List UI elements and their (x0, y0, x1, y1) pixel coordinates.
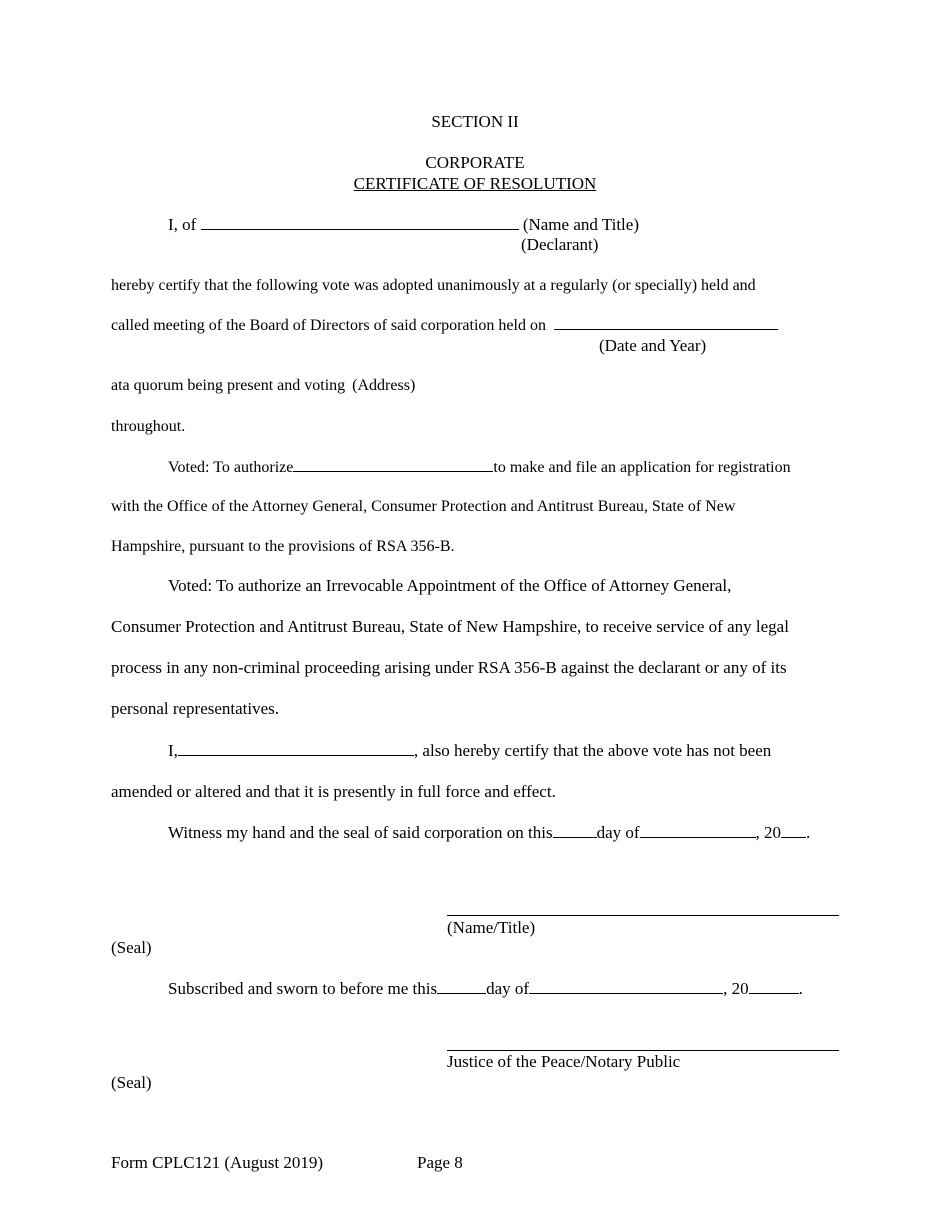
vote1-line1-b: to make and file an application for registration (493, 459, 791, 476)
signature-line-2[interactable] (447, 1050, 839, 1051)
declarant-prefix: I, of (168, 215, 197, 234)
page-number: Page 8 (417, 1153, 463, 1172)
certify2-prefix: I, (168, 741, 178, 760)
vote1-line3: Hampshire, pursuant to the provisions of RSA 356-B. (111, 538, 455, 555)
declarant-name-field[interactable] (201, 215, 519, 230)
certify-line: hereby certify that the following vote was adopted unanimously at a regularly (or specially) held and (111, 277, 756, 294)
meeting-text: called meeting of the Board of Directors of said corporation held on (111, 317, 546, 334)
certify2-suffix: , also hereby certify that the above vote has not been (413, 741, 772, 760)
quorum-line (111, 376, 415, 396)
sworn-year-field[interactable] (749, 979, 799, 994)
section-heading: SECTION II (431, 112, 519, 131)
meeting-date-field[interactable] (554, 315, 778, 330)
sworn-text-d: . (798, 979, 803, 998)
vote2-line1: Voted: To authorize an Irrevocable Appointment of the Office of Attorney General, (168, 576, 732, 595)
witness-year-field[interactable] (781, 823, 806, 838)
notary-label: Justice of the Peace/Notary Public (447, 1052, 681, 1071)
seal-label-1: (Seal) (111, 938, 152, 957)
sworn-text-a: Subscribed and sworn to before me this (168, 979, 438, 998)
certify2-line2: amended or altered and that it is presently in full force and effect. (111, 782, 556, 801)
declarant-label: (Declarant) (521, 235, 599, 254)
witness-text-d: . (806, 823, 811, 842)
document-title (0, 174, 950, 194)
sworn-day-field[interactable] (437, 979, 486, 994)
sworn-text-c: , 20 (723, 979, 749, 998)
vote1-line1-a: Voted: To authorize (168, 459, 294, 476)
vote1-line2: with the Office of the Attorney General, Consumer Protection and Antitrust Bureau, State of New (111, 498, 736, 515)
witness-text-a: Witness my hand and the seal of said corporation on this (168, 823, 553, 842)
witness-month-field[interactable] (640, 823, 756, 838)
authorized-party-field[interactable] (293, 457, 493, 472)
certify2-line1 (168, 741, 771, 761)
vote2-line3: process in any non-criminal proceeding arising under RSA 356-B against the declarant or any of its (111, 658, 787, 677)
meeting-line (111, 315, 778, 336)
corporate-heading: CORPORATE (425, 153, 525, 172)
witness-text-b: day of (596, 823, 640, 842)
throughout-text: throughout. (111, 418, 186, 435)
name-title-label: (Name and Title) (522, 215, 639, 234)
witness-text-c: , 20 (755, 823, 782, 842)
vote2-line4: personal representatives. (111, 699, 280, 718)
witness-line (168, 823, 810, 843)
seal-label-2: (Seal) (111, 1073, 152, 1092)
name-title-signature-label: (Name/Title) (447, 918, 536, 937)
sworn-text-b: day of (486, 979, 530, 998)
witness-day-field[interactable] (553, 823, 597, 838)
signature-line-1[interactable] (447, 915, 839, 916)
certifier-name-field[interactable] (178, 741, 414, 756)
vote2-line2: Consumer Protection and Antitrust Bureau, State of New Hampshire, to receive service of any legal (111, 617, 789, 636)
document-title-text: CERTIFICATE OF RESOLUTION (353, 174, 597, 193)
date-year-label: (Date and Year) (599, 336, 707, 355)
declarant-line (168, 215, 639, 235)
quorum-text: ata quorum being present and voting (111, 377, 346, 394)
sworn-month-field[interactable] (529, 979, 723, 994)
form-id: Form CPLC121 (August 2019) (111, 1153, 324, 1172)
address-label: (Address) (352, 377, 416, 394)
sworn-line (168, 979, 803, 999)
vote1-line1 (168, 457, 791, 478)
